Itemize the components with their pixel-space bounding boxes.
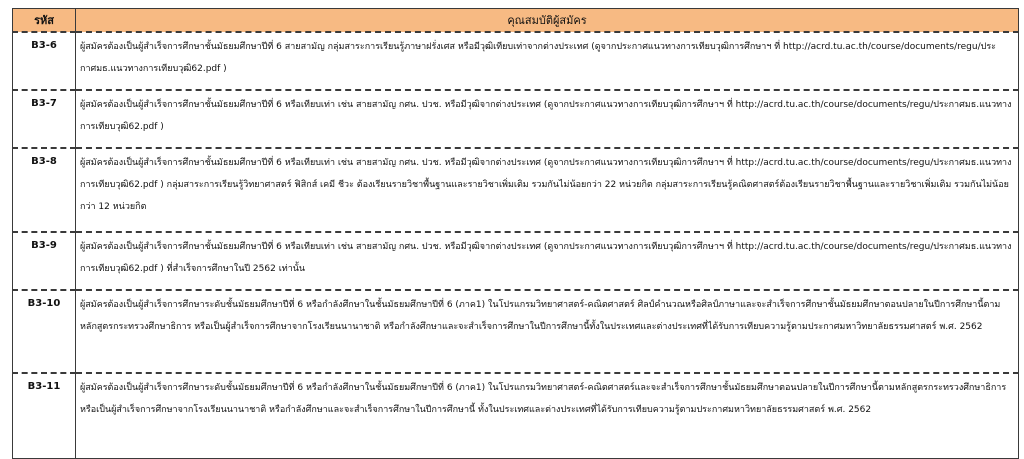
table-row <box>13 373 1019 459</box>
table-header-row <box>13 9 1019 33</box>
table-row <box>13 232 1019 290</box>
qualification-table <box>12 8 1019 459</box>
row-code: B3-9 <box>13 232 76 290</box>
table-row <box>13 90 1019 148</box>
row-qualification: ผู้สมัครต้องเป็นผู้สำเร็จการศึกษาระดับชั้นมัธยมศึกษาปีที่ 6 หรือกำลังศึกษาในชั้นมัธยมศึกษาปีที่ 6 (ภาค1) ในโปรแกรมวิทยาศาสตร์-คณิตศาสตร์ ศิลป์คำนวณหรือศิลป์ภาษาและจะสำเร็จการศึกษาชั้นมัธยมศึกษาตอนปลายในปีการศึกษานี้ตามหลักสูตรกระทรวงศึกษาธิการ หรือเป็นผู้สำเร็จการศึกษาจากโรงเรียนนานาชาติ หรือกำลังศึกษาและจะสำเร็จการศึกษาในปีการศึกษานี้ทั้งในประเทศและต่างประเทศที่ได้รับการเทียบความรู้ตามประกาศมหาวิทยาลัยธรรมศาสตร์ พ.ศ. 2562 <box>76 290 1019 373</box>
row-qualification: ผู้สมัครต้องเป็นผู้สำเร็จการศึกษาชั้นมัธยมศึกษาปีที่ 6 สายสามัญ กลุ่มสาระการเรียนรู้ภาษาฝรั่งเศส หรือมีวุฒิเทียบเท่าจากต่างประเทศ (ดูจากประกาศแนวทางการเทียบวุฒิการศึกษาฯ ที่ http://acrd.tu.ac.th/course/documents/regu/ประกาศมธ.แนวทางการเทียบวุฒิ62.pdf ) <box>76 32 1019 90</box>
qualification-table-container <box>12 8 1018 459</box>
table-row <box>13 148 1019 232</box>
row-code: B3-7 <box>13 90 76 148</box>
table-row <box>13 290 1019 373</box>
row-code: B3-8 <box>13 148 76 232</box>
header-code: รหัส <box>13 9 76 33</box>
row-qualification: ผู้สมัครต้องเป็นผู้สำเร็จการศึกษาชั้นมัธยมศึกษาปีที่ 6 หรือเทียบเท่า เช่น สายสามัญ กศน. ปวช. หรือมีวุฒิจากต่างประเทศ (ดูจากประกาศแนวทางการเทียบวุฒิการศึกษาฯ ที่ http://acrd.tu.ac.th/course/documents/regu/ประกาศมธ.แนวทางการเทียบวุฒิ62.pdf ) ที่สำเร็จการศึกษาในปี 2562 เท่านั้น <box>76 232 1019 290</box>
row-code: B3-10 <box>13 290 76 373</box>
row-code: B3-6 <box>13 32 76 90</box>
row-qualification: ผู้สมัครต้องเป็นผู้สำเร็จการศึกษาระดับชั้นมัธยมศึกษาปีที่ 6 หรือกำลังศึกษาในชั้นมัธยมศึกษาปีที่ 6 (ภาค1) ในโปรแกรมวิทยาศาสตร์-คณิตศาสตร์และจะสำเร็จการศึกษาชั้นมัธยมศึกษาตอนปลายในปีการศึกษานี้ตามหลักสูตรกระทรวงศึกษาธิการ หรือเป็นผู้สำเร็จการศึกษาจากโรงเรียนนานาชาติ หรือกำลังศึกษาและจะสำเร็จการศึกษาในปีการศึกษานี้ ทั้งในประเทศและต่างประเทศที่ได้รับการเทียบความรู้ตามประกาศมหาวิทยาลัยธรรมศาสตร์ พ.ศ. 2562 <box>76 373 1019 459</box>
header-qualification: คุณสมบัติผู้สมัคร <box>76 9 1019 33</box>
row-qualification: ผู้สมัครต้องเป็นผู้สำเร็จการศึกษาชั้นมัธยมศึกษาปีที่ 6 หรือเทียบเท่า เช่น สายสามัญ กศน. ปวช. หรือมีวุฒิจากต่างประเทศ (ดูจากประกาศแนวทางการเทียบวุฒิการศึกษาฯ ที่ http://acrd.tu.ac.th/course/documents/regu/ประกาศมธ.แนวทางการเทียบวุฒิ62.pdf ) กลุ่มสาระการเรียนรู้วิทยาศาสตร์ ฟิสิกส์ เคมี ชีวะ ต้องเรียนรายวิชาพื้นฐานและรายวิชาเพิ่มเติม รวมกันไม่น้อยกว่า 22 หน่วยกิต กลุ่มสาระการเรียนรู้คณิตศาสตร์ต้องเรียนรายวิชาพื้นฐานและรายวิชาเพิ่มเติม รวมกันไม่น้อยกว่า 12 หน่วยกิต <box>76 148 1019 232</box>
table-row <box>13 32 1019 90</box>
row-qualification: ผู้สมัครต้องเป็นผู้สำเร็จการศึกษาชั้นมัธยมศึกษาปีที่ 6 หรือเทียบเท่า เช่น สายสามัญ กศน. ปวช. หรือมีวุฒิจากต่างประเทศ (ดูจากประกาศแนวทางการเทียบวุฒิการศึกษาฯ ที่ http://acrd.tu.ac.th/course/documents/regu/ประกาศมธ.แนวทางการเทียบวุฒิ62.pdf ) <box>76 90 1019 148</box>
row-code: B3-11 <box>13 373 76 459</box>
